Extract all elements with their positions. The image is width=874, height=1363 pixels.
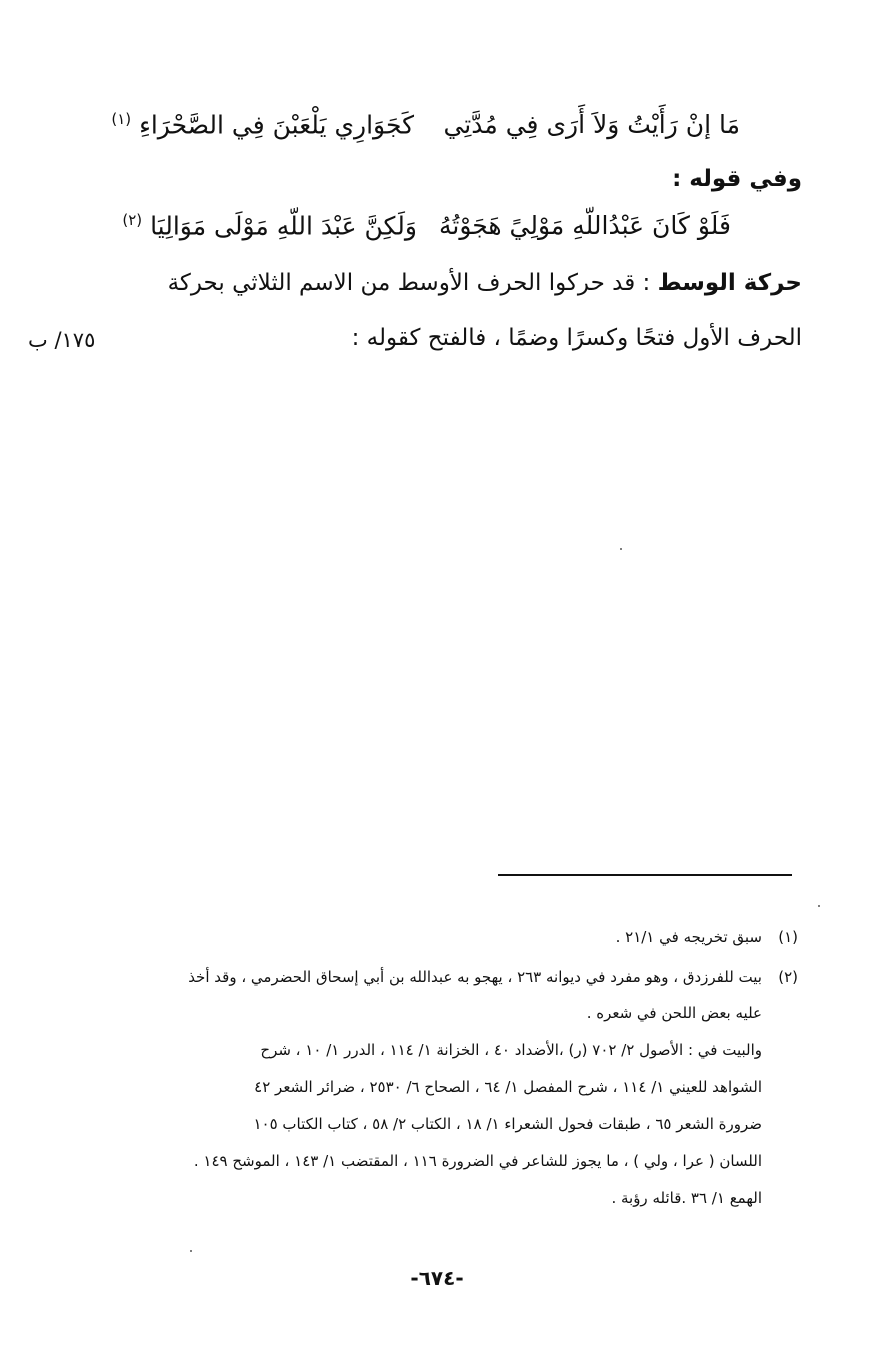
footnote-ref-1: (١) bbox=[111, 110, 132, 128]
verse2-left-hemistich bbox=[122, 211, 417, 241]
reference-line-3: ضرورة الشعر ٦٥ ، طبقات فحول الشعراء ١/ ١٨ ، الكتاب ٢/ ٥٨ ، كتاب الكتاب ١٠٥ bbox=[253, 1115, 762, 1133]
footnote-ref-2: (٢) bbox=[122, 211, 143, 229]
reference-line-4: اللسان ( عرا ، ولي ) ، ما يجوز للشاعر في الضرورة ١١٦ ، المقتضب ١/ ١٤٣ ، الموشح ١٤٩ . bbox=[193, 1152, 762, 1170]
verse1-left-text: كَجَوَارِي يَلْعَبْنَ فِي الصَّحْرَاءِ bbox=[139, 110, 414, 140]
footnote-separator bbox=[498, 874, 792, 876]
reference-line-2: الشواهد للعيني ١/ ١١٤ ، شرح المفصل ١/ ٦٤ ، الصحاح ٦/ ٢٥٣٠ ، ضرائر الشعر ٤٢ bbox=[254, 1078, 762, 1096]
paragraph-line-1 bbox=[168, 272, 802, 295]
reference-line-1: والبيت في : الأصول ٢/ ٧٠٢ (ر) ،الأضداد ٤٠ ، الخزانة ١/ ١١٤ ، الدرر ١/ ١٠ ، شرح bbox=[260, 1041, 762, 1059]
footnote-2-line-2: عليه بعض اللحن في شعره . bbox=[586, 1004, 762, 1022]
verse2-left-text: وَلَكِنَّ عَبْدَ اللّهِ مَوْلَى مَوَالِيَا bbox=[150, 211, 417, 241]
reference-line-5: الهمع ١/ ٣٦ .قائله رؤبة . bbox=[611, 1189, 762, 1207]
footnote-1-text: سبق تخريجه في ٢١/١ . bbox=[615, 928, 762, 946]
scan-speck bbox=[818, 905, 820, 907]
footnote-2-number: (٢) bbox=[778, 968, 798, 986]
scan-speck bbox=[620, 548, 622, 550]
folio-margin-note: ١٧٥/ ب bbox=[28, 328, 96, 352]
paragraph-heading: حركة الوسط bbox=[657, 270, 802, 296]
verse2-right-hemistich: فَلَوْ كَانَ عَبْدُاللّهِ مَوْلِيً هَجَوْتُهُ bbox=[439, 211, 731, 240]
scan-speck bbox=[190, 1250, 192, 1252]
paragraph-line-2: الحرف الأول فتحًا وكسرًا وضمًا ، فالفتح كقوله : bbox=[351, 325, 802, 351]
verse1-right-hemistich: مَا إنْ رَأَيْتُ وَلاَ أَرَى فِي مُدَّتِي bbox=[443, 110, 740, 139]
verse1-left-hemistich bbox=[111, 110, 414, 140]
paragraph-line-1-text: : قد حركوا الحرف الأوسط من الاسم الثلاثي بحركة bbox=[167, 270, 651, 296]
footnote-2-line-1: بيت للفرزدق ، وهو مفرد في ديوانه ٢٦٣ ، يهجو به عبدالله بن أبي إسحاق الحضرمي ، وقد أخذ bbox=[188, 968, 762, 986]
page-number: -٦٧٤- bbox=[410, 1266, 464, 1290]
verse2-intro: وفي قوله : bbox=[672, 166, 802, 192]
footnote-1-number: (١) bbox=[778, 928, 798, 946]
